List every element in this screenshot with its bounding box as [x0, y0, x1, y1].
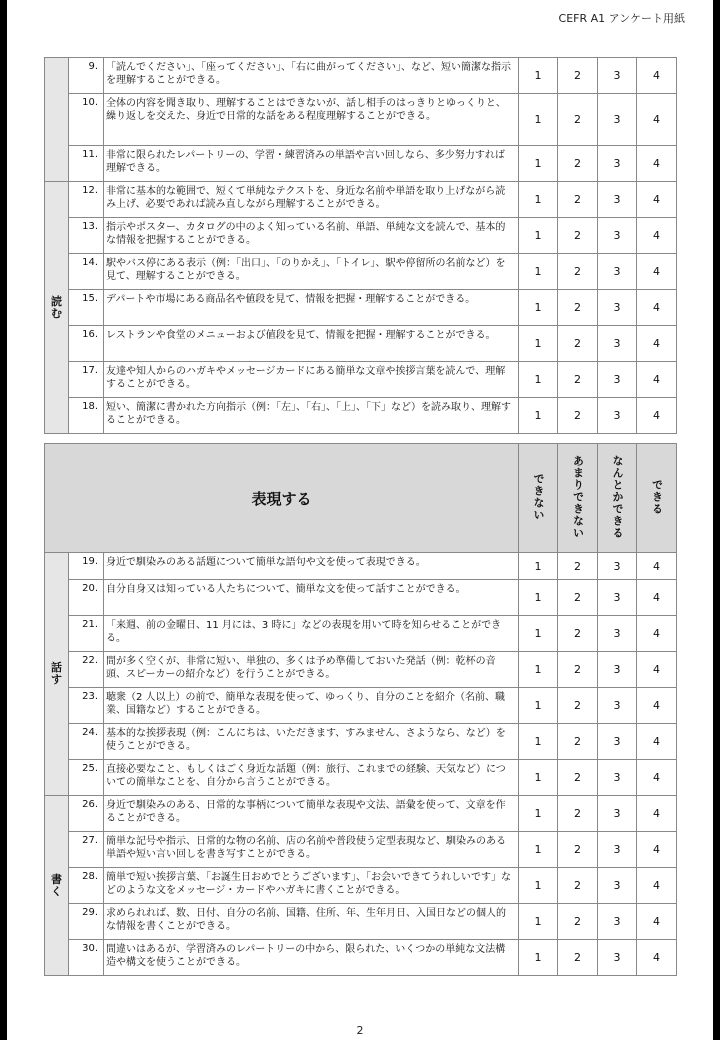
question-text: 駅やバス停にある表示（例：「出口」、「のりかえ」、「トイレ」、駅や停留所の名前など）を見て、理解することができる。 [104, 254, 519, 290]
question-number: 23. [69, 688, 104, 724]
score-option-1[interactable]: 1 [519, 146, 558, 182]
question-number: 21. [69, 616, 104, 652]
score-option-1[interactable]: 1 [519, 326, 558, 362]
score-option-2[interactable]: 2 [558, 796, 598, 832]
score-option-3[interactable]: 3 [598, 724, 637, 760]
score-option-1[interactable]: 1 [519, 362, 558, 398]
score-option-2[interactable]: 2 [558, 290, 598, 326]
question-number: 14. [69, 254, 104, 290]
score-option-3[interactable]: 3 [598, 146, 637, 182]
score-option-2[interactable]: 2 [558, 616, 598, 652]
question-number: 28. [69, 868, 104, 904]
score-option-1[interactable]: 1 [519, 796, 558, 832]
question-text: レストランや食堂のメニューおよび値段を見て、情報を把握・理解することができる。 [104, 326, 519, 362]
question-number: 15. [69, 290, 104, 326]
question-text: 聴衆（2 人以上）の前で、簡単な表現を使って、ゆっくり、自分のことを紹介（名前、職業、国籍など）することができる。 [104, 688, 519, 724]
section-label: 話す [51, 661, 62, 686]
score-option-2[interactable]: 2 [558, 868, 598, 904]
question-text: 簡単な記号や指示、日常的な物の名前、店の名前や普段使う定型表現など、馴染みのある単語や短い言い回しを書き写すことができる。 [104, 832, 519, 868]
score-option-1[interactable]: 1 [519, 254, 558, 290]
question-row [45, 580, 677, 616]
score-option-2[interactable]: 2 [558, 326, 598, 362]
score-option-4[interactable]: 4 [637, 94, 677, 146]
score-option-3[interactable]: 3 [598, 326, 637, 362]
score-option-3[interactable]: 3 [598, 218, 637, 254]
section-title: 表現する [45, 444, 519, 553]
score-option-3[interactable]: 3 [598, 652, 637, 688]
question-text: 身近で馴染みのある、日常的な事柄について簡単な表現や文法、語彙を使って、文章を作ることができる。 [104, 796, 519, 832]
question-row [45, 254, 677, 290]
question-text: 全体の内容を聞き取り、理解することはできないが、話し相手のはっきりとゆっくりと、繰り返しを交えた、身近で日常的な話をある程度理解することができる。 [104, 94, 519, 146]
question-text: 「読んでください」、「座ってください」、「右に曲がってください」、など、短い簡潔な指示を理解することができる。 [104, 58, 519, 94]
question-number: 24. [69, 724, 104, 760]
score-option-4[interactable]: 4 [637, 58, 677, 94]
score-option-4[interactable]: 4 [637, 868, 677, 904]
question-number: 18. [69, 398, 104, 434]
question-row [45, 652, 677, 688]
score-option-4[interactable]: 4 [637, 146, 677, 182]
question-row [45, 362, 677, 398]
score-option-4[interactable]: 4 [637, 553, 677, 580]
question-number: 10. [69, 94, 104, 146]
score-option-4[interactable]: 4 [637, 182, 677, 218]
score-option-3[interactable]: 3 [598, 182, 637, 218]
question-row [45, 326, 677, 362]
score-option-4[interactable]: 4 [637, 290, 677, 326]
question-text: 間違いはあるが、学習済みのレパートリーの中から、限られた、いくつかの単純な文法構造や構文を使うことができる。 [104, 940, 519, 976]
question-text: 指示やポスター、カタログの中のよく知っている名前、単語、単純な文を読んで、基本的な情報を把握することができる。 [104, 218, 519, 254]
score-option-1[interactable]: 1 [519, 904, 558, 940]
score-option-4[interactable]: 4 [637, 832, 677, 868]
score-option-4[interactable]: 4 [637, 904, 677, 940]
question-number: 16. [69, 326, 104, 362]
question-number: 30. [69, 940, 104, 976]
question-row [45, 553, 677, 580]
score-option-2[interactable]: 2 [558, 553, 598, 580]
score-option-2[interactable]: 2 [558, 94, 598, 146]
score-option-2[interactable]: 2 [558, 688, 598, 724]
score-option-3[interactable]: 3 [598, 832, 637, 868]
question-text: 簡単で短い挨拶言葉、「お誕生日おめでとうございます」、「お会いできてうれしいです」などのような文をメッセージ・カードやハガキに書くことができる。 [104, 868, 519, 904]
questionnaire-page [7, 0, 713, 1040]
score-option-1[interactable]: 1 [519, 290, 558, 326]
question-row [45, 940, 677, 976]
score-option-3[interactable]: 3 [598, 254, 637, 290]
score-option-2[interactable]: 2 [558, 58, 598, 94]
question-number: 27. [69, 832, 104, 868]
score-option-1[interactable]: 1 [519, 760, 558, 796]
question-row [45, 760, 677, 796]
question-text: 友達や知人からのハガキやメッセージカードにある簡単な文章や挨拶言葉を読んで、理解することができる。 [104, 362, 519, 398]
score-option-3[interactable]: 3 [598, 760, 637, 796]
score-option-2[interactable]: 2 [558, 182, 598, 218]
comprehension-table [44, 57, 677, 434]
column-header-cannot: できない [519, 444, 558, 553]
question-row [45, 616, 677, 652]
score-option-4[interactable]: 4 [637, 326, 677, 362]
question-text: 短い、簡潔に書かれた方向指示（例：「左」、「右」、「上」、「下」など）を読み取り、理解することができる。 [104, 398, 519, 434]
question-row [45, 182, 677, 218]
section-writing [45, 796, 69, 976]
score-option-3[interactable]: 3 [598, 868, 637, 904]
question-number: 9. [69, 58, 104, 94]
question-row [45, 868, 677, 904]
question-row [45, 398, 677, 434]
score-option-3[interactable]: 3 [598, 940, 637, 976]
score-option-1[interactable]: 1 [519, 580, 558, 616]
question-text: 基本的な挨拶表現（例：こんにちは、いただきます、すみません、さようなら、など）を使うことができる。 [104, 724, 519, 760]
score-option-3[interactable]: 3 [598, 553, 637, 580]
score-option-2[interactable]: 2 [558, 146, 598, 182]
score-option-4[interactable]: 4 [637, 616, 677, 652]
score-option-3[interactable]: 3 [598, 362, 637, 398]
score-option-1[interactable]: 1 [519, 652, 558, 688]
question-text: 「来週、前の金曜日、11 月には、3 時に」などの表現を用いて時を知らせることができる。 [104, 616, 519, 652]
score-option-1[interactable]: 1 [519, 58, 558, 94]
column-header-barely: あまりできない [558, 444, 598, 553]
score-option-4[interactable]: 4 [637, 652, 677, 688]
page-number: 2 [356, 1024, 364, 1037]
question-row [45, 832, 677, 868]
score-option-2[interactable]: 2 [558, 398, 598, 434]
question-row [45, 58, 677, 94]
section-listening-continued [45, 58, 69, 182]
score-option-1[interactable]: 1 [519, 553, 558, 580]
score-option-4[interactable]: 4 [637, 940, 677, 976]
score-option-1[interactable]: 1 [519, 688, 558, 724]
score-option-3[interactable]: 3 [598, 94, 637, 146]
score-option-2[interactable]: 2 [558, 724, 598, 760]
question-number: 26. [69, 796, 104, 832]
question-text: 非常に基本的な範囲で、短くて単純なテクストを、身近な名前や単語を取り上げながら読み上げ、必要であれば読み直しながら理解することができる。 [104, 182, 519, 218]
score-option-1[interactable]: 1 [519, 616, 558, 652]
question-number: 22. [69, 652, 104, 688]
score-option-4[interactable]: 4 [637, 398, 677, 434]
section-label: 書く [51, 872, 62, 898]
score-option-1[interactable]: 1 [519, 182, 558, 218]
question-text: 非常に限られたレパートリーの、学習・練習済みの単語や言い回しなら、多少努力すれば理解できる。 [104, 146, 519, 182]
score-option-4[interactable]: 4 [637, 362, 677, 398]
section-speaking [45, 553, 69, 796]
question-number: 17. [69, 362, 104, 398]
score-option-3[interactable]: 3 [598, 58, 637, 94]
score-option-4[interactable]: 4 [637, 218, 677, 254]
question-text: 求められれば、数、日付、自分の名前、国籍、住所、年、生年月日、入国日などの個人的な情報を書くことができる。 [104, 904, 519, 940]
score-option-3[interactable]: 3 [598, 904, 637, 940]
question-text: 自分自身又は知っている人たちについて、簡単な文を使って話すことができる。 [104, 580, 519, 616]
score-option-4[interactable]: 4 [637, 254, 677, 290]
expression-header-row [45, 444, 677, 553]
score-option-2[interactable]: 2 [558, 580, 598, 616]
column-header-somehow: なんとかできる [598, 444, 637, 553]
question-text: デパートや市場にある商品名や値段を見て、情報を把握・理解することができる。 [104, 290, 519, 326]
score-option-1[interactable]: 1 [519, 218, 558, 254]
score-option-3[interactable]: 3 [598, 580, 637, 616]
score-option-2[interactable]: 2 [558, 832, 598, 868]
page-header: CEFR A1 アンケート用紙 [558, 12, 685, 25]
score-option-2[interactable]: 2 [558, 362, 598, 398]
question-row [45, 94, 677, 146]
question-row [45, 688, 677, 724]
score-option-2[interactable]: 2 [558, 218, 598, 254]
question-row [45, 724, 677, 760]
score-option-3[interactable]: 3 [598, 616, 637, 652]
question-number: 29. [69, 904, 104, 940]
score-option-4[interactable]: 4 [637, 724, 677, 760]
question-row [45, 904, 677, 940]
question-number: 20. [69, 580, 104, 616]
question-number: 12. [69, 182, 104, 218]
section-reading [45, 182, 69, 434]
score-option-2[interactable]: 2 [558, 940, 598, 976]
question-text: 身近で馴染みのある話題について簡単な語句や文を使って表現できる。 [104, 553, 519, 580]
column-header-can: できる [637, 444, 677, 553]
section-label: 読む [51, 294, 62, 320]
question-row [45, 146, 677, 182]
question-number: 11. [69, 146, 104, 182]
question-text: 間が多く空くが、非常に短い、単独の、多くは予め準備しておいた発話（例：乾杯の音頭、スピーカーの紹介など）を行うことができる。 [104, 652, 519, 688]
expression-table [44, 443, 677, 976]
score-option-4[interactable]: 4 [637, 580, 677, 616]
score-option-1[interactable]: 1 [519, 94, 558, 146]
score-option-4[interactable]: 4 [637, 796, 677, 832]
score-option-4[interactable]: 4 [637, 760, 677, 796]
question-row [45, 796, 677, 832]
score-option-1[interactable]: 1 [519, 398, 558, 434]
question-row [45, 218, 677, 254]
score-option-1[interactable]: 1 [519, 940, 558, 976]
score-option-2[interactable]: 2 [558, 760, 598, 796]
question-number: 19. [69, 553, 104, 580]
score-option-2[interactable]: 2 [558, 652, 598, 688]
question-number: 13. [69, 218, 104, 254]
score-option-2[interactable]: 2 [558, 904, 598, 940]
score-option-1[interactable]: 1 [519, 868, 558, 904]
question-number: 25. [69, 760, 104, 796]
score-option-3[interactable]: 3 [598, 796, 637, 832]
score-option-3[interactable]: 3 [598, 688, 637, 724]
question-text: 直接必要なこと、もしくはごく身近な話題（例：旅行、これまでの経験、天気など）についての簡単なことを、自分から言うことができる。 [104, 760, 519, 796]
question-row [45, 290, 677, 326]
score-option-3[interactable]: 3 [598, 398, 637, 434]
score-option-2[interactable]: 2 [558, 254, 598, 290]
score-option-1[interactable]: 1 [519, 832, 558, 868]
score-option-3[interactable]: 3 [598, 290, 637, 326]
score-option-4[interactable]: 4 [637, 688, 677, 724]
score-option-1[interactable]: 1 [519, 724, 558, 760]
